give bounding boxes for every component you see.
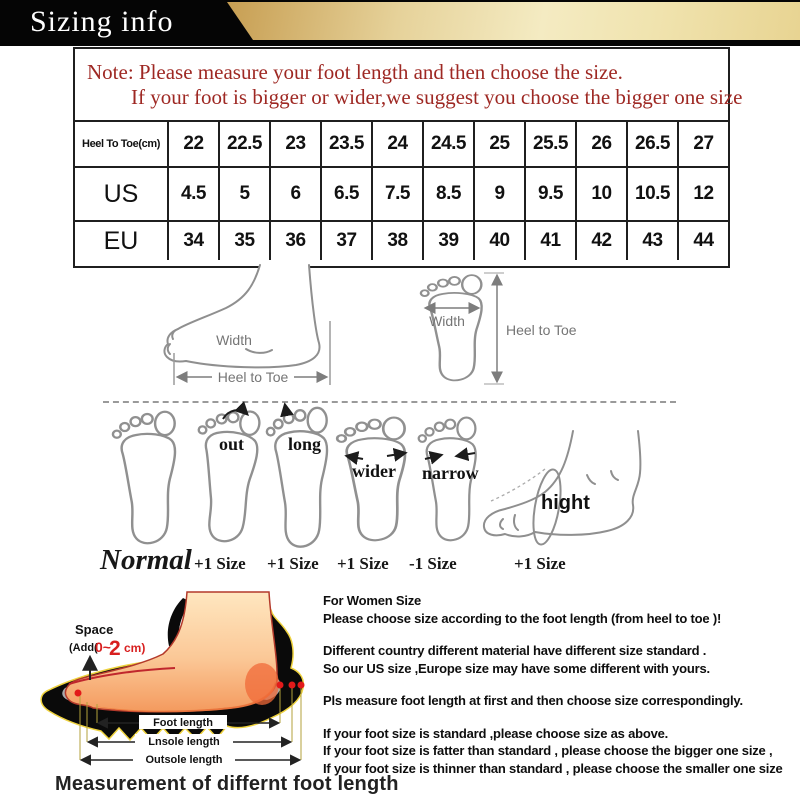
- size-advice-normal: Normal: [100, 544, 192, 576]
- foot-type-label-out: out: [219, 434, 245, 454]
- note-line: If your foot size is thinner than standard , please choose the smaller one size: [323, 760, 783, 776]
- size-cell: 36: [269, 220, 320, 260]
- size-cell: 27: [677, 120, 728, 166]
- outsole-length-label: Outsole length: [145, 754, 223, 766]
- side-foot-length-label: Heel to Toe: [217, 369, 289, 385]
- size-advice: +1 Size: [194, 554, 246, 573]
- size-cell: 41: [524, 220, 575, 260]
- space-prefix: (Add(: [69, 642, 98, 654]
- size-cell: 6: [269, 166, 320, 220]
- size-cell: 39: [422, 220, 473, 260]
- size-advice: +1 Size: [337, 554, 389, 573]
- space-unit: cm): [124, 641, 146, 655]
- size-cell: 43: [626, 220, 677, 260]
- insole-length-label: Lnsole length: [148, 736, 220, 748]
- size-cell: 26: [575, 120, 626, 166]
- size-cell: 5: [218, 166, 269, 220]
- size-cell: 9.5: [524, 166, 575, 220]
- size-advice: +1 Size: [514, 554, 566, 573]
- note-line: Different country different material have different size standard .: [323, 643, 707, 658]
- size-cell: 38: [371, 220, 422, 260]
- row-header-eu: EU: [75, 220, 167, 260]
- length-arrows: [82, 715, 299, 766]
- size-cell: 25: [473, 120, 524, 166]
- space-red1: 0~: [95, 639, 111, 655]
- foot-length-label: Foot length: [153, 717, 213, 729]
- size-cell: 35: [218, 220, 269, 260]
- size-cell: 10: [575, 166, 626, 220]
- row-header-us: US: [75, 166, 167, 220]
- size-cell: 6.5: [320, 166, 371, 220]
- gold-ribbon: [227, 2, 800, 40]
- size-cell: 8.5: [422, 166, 473, 220]
- side-foot-width-label: Width: [216, 332, 252, 348]
- size-cell: 25.5: [524, 120, 575, 166]
- size-cell: 42: [575, 220, 626, 260]
- size-cell: 22.5: [218, 120, 269, 166]
- page-title: Sizing info: [30, 5, 174, 38]
- size-cell: 23.5: [320, 120, 371, 166]
- note-line: So our US size ,Europe size may have some different with yours.: [323, 660, 710, 676]
- note-line: If your foot size is fatter than standard , please choose the bigger one size ,: [323, 743, 773, 758]
- size-cell: 44: [677, 220, 728, 260]
- size-cell: 9: [473, 166, 524, 220]
- footprint-normal: [113, 412, 175, 544]
- size-table: [73, 47, 743, 268]
- space-label: Space: [75, 622, 114, 637]
- footprint-drawing: [421, 273, 577, 384]
- size-cell: 37: [320, 220, 371, 260]
- size-cell: 10.5: [626, 166, 677, 220]
- footprint-out: [189, 407, 260, 543]
- side-foot-drawing: [164, 265, 330, 385]
- size-cell: 34: [167, 220, 218, 260]
- foot-type-label-narrow: narrow: [422, 463, 479, 483]
- size-cell: 24: [371, 120, 422, 166]
- row-header-heel-to-toe: Heel To Toe(cm): [75, 120, 167, 166]
- size-cell: 23: [269, 120, 320, 166]
- size-cell: 12: [677, 166, 728, 220]
- diagram-caption: Measurement of differnt foot length: [55, 773, 399, 795]
- size-note: [75, 49, 743, 120]
- size-cell: 24.5: [422, 120, 473, 166]
- note-line-1: Note: Please measure your foot length and then choose the size.: [87, 60, 623, 84]
- note-line: Please choose size according to the foot length (from heel to toe )!: [323, 610, 722, 626]
- foot-type-label-long: long: [288, 434, 322, 454]
- size-advice: +1 Size: [267, 554, 319, 573]
- note-line: If your foot size is standard ,please choose size as above.: [323, 725, 669, 741]
- size-cell: 4.5: [167, 166, 218, 220]
- note-line-2: If your foot is bigger or wider,we suggest you choose the bigger one size: [131, 85, 743, 109]
- measurement-diagrams: [100, 265, 600, 403]
- side-foot-hight-drawing: [484, 431, 640, 547]
- note-line: For Women Size: [323, 593, 422, 608]
- size-cell: 26.5: [626, 120, 677, 166]
- shoe-measurement-drawing: [35, 592, 325, 777]
- sizing-notes: [323, 592, 798, 777]
- header: [0, 0, 800, 46]
- space-red2: 2: [109, 637, 121, 660]
- size-cell: 22: [167, 120, 218, 166]
- size-advice: -1 Size: [409, 554, 457, 573]
- footprint-length-label: Heel to Toe: [506, 322, 577, 338]
- note-line: Pls measure foot length at first and then choose size correspondingly.: [323, 693, 743, 708]
- size-cell: 40: [473, 220, 524, 260]
- footprint-long: [267, 408, 327, 547]
- foot-type-label-wider: wider: [352, 461, 396, 481]
- foot-type-label-hight: hight: [541, 492, 590, 514]
- footprint-width-label: Width: [429, 313, 465, 329]
- size-cell: 7.5: [371, 166, 422, 220]
